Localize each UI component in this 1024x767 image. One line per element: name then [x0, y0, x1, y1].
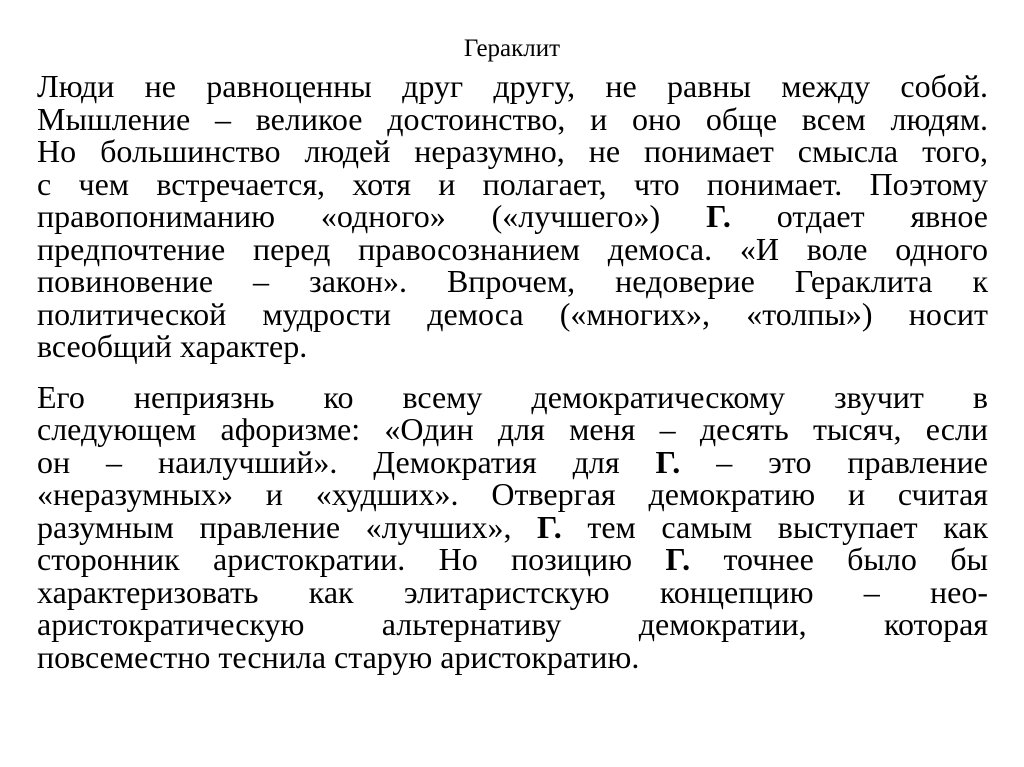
text-line	[37, 378, 988, 415]
text-segment: следующем афоризме: «Один для меня – десять тысяч, если	[37, 411, 988, 447]
text-line	[37, 413, 988, 446]
paragraph-2	[37, 378, 989, 675]
text-segment: Его неприязнь ко всему демократическому звучит в	[37, 378, 988, 415]
text-line	[37, 100, 988, 137]
text-segment: он – наилучший». Демократия для	[37, 443, 656, 480]
text-segment: отдает явное	[730, 198, 989, 234]
paragraph-1	[37, 70, 988, 363]
text-line	[37, 165, 988, 202]
text-line	[37, 543, 988, 576]
text-line	[37, 443, 989, 480]
text-segment: Мышление – великое достоинство, и оно обще всем людям.	[37, 100, 988, 137]
text-line	[37, 573, 988, 610]
text-segment: точнее было бы	[690, 541, 989, 577]
text-line	[37, 135, 988, 168]
bold-abbreviation: Г.	[706, 198, 731, 234]
text-segment: тем самым выступает как	[561, 508, 989, 545]
text-line	[37, 508, 989, 545]
text-line	[37, 70, 988, 103]
text-segment: характеризовать как элитаристскую концепцию – нео-	[37, 573, 988, 610]
text-segment: повиновение – закон». Впрочем, недоверие Гераклита к	[37, 263, 988, 299]
text-segment: с чем встречается, хотя и полагает, что понимает. Поэтому	[37, 165, 988, 202]
text-segment: всеобщий характер.	[37, 328, 308, 364]
text-line	[37, 608, 988, 641]
bold-abbreviation: Г.	[655, 443, 681, 480]
text-line	[37, 230, 988, 267]
text-segment: правопониманию «одного» («лучшего»)	[37, 198, 707, 234]
text-segment: «неразумных» и «худших». Отвергая демократию и считая	[37, 476, 988, 512]
text-segment: повсеместно теснила старую аристократию.	[37, 638, 640, 675]
text-line	[37, 265, 988, 298]
bold-abbreviation: Г.	[665, 541, 691, 577]
text-segment: – это правление	[680, 443, 989, 480]
text-segment: предпочтение перед правосознанием демоса. «И воле одного	[37, 230, 988, 267]
text-segment: аристократическую альтернативу демократии, которая	[37, 606, 988, 642]
slide-body	[37, 70, 988, 673]
slide-title: Гераклит	[463, 35, 561, 62]
text-line	[37, 200, 988, 233]
bold-abbreviation: Г.	[537, 508, 562, 545]
text-segment: Люди не равноценны друг другу, не равны между собой.	[37, 68, 988, 104]
text-line	[37, 478, 988, 511]
text-line	[37, 330, 988, 363]
text-line	[37, 638, 988, 675]
text-segment: Но большинство людей неразумно, не понимает смысла того,	[37, 133, 988, 169]
text-segment: разумным правление «лучших»,	[37, 508, 538, 545]
text-segment: политической мудрости демоса («многих», «толпы») носит	[37, 295, 988, 332]
text-segment: сторонник аристократии. Но позицию	[37, 541, 666, 577]
text-line	[37, 295, 988, 332]
